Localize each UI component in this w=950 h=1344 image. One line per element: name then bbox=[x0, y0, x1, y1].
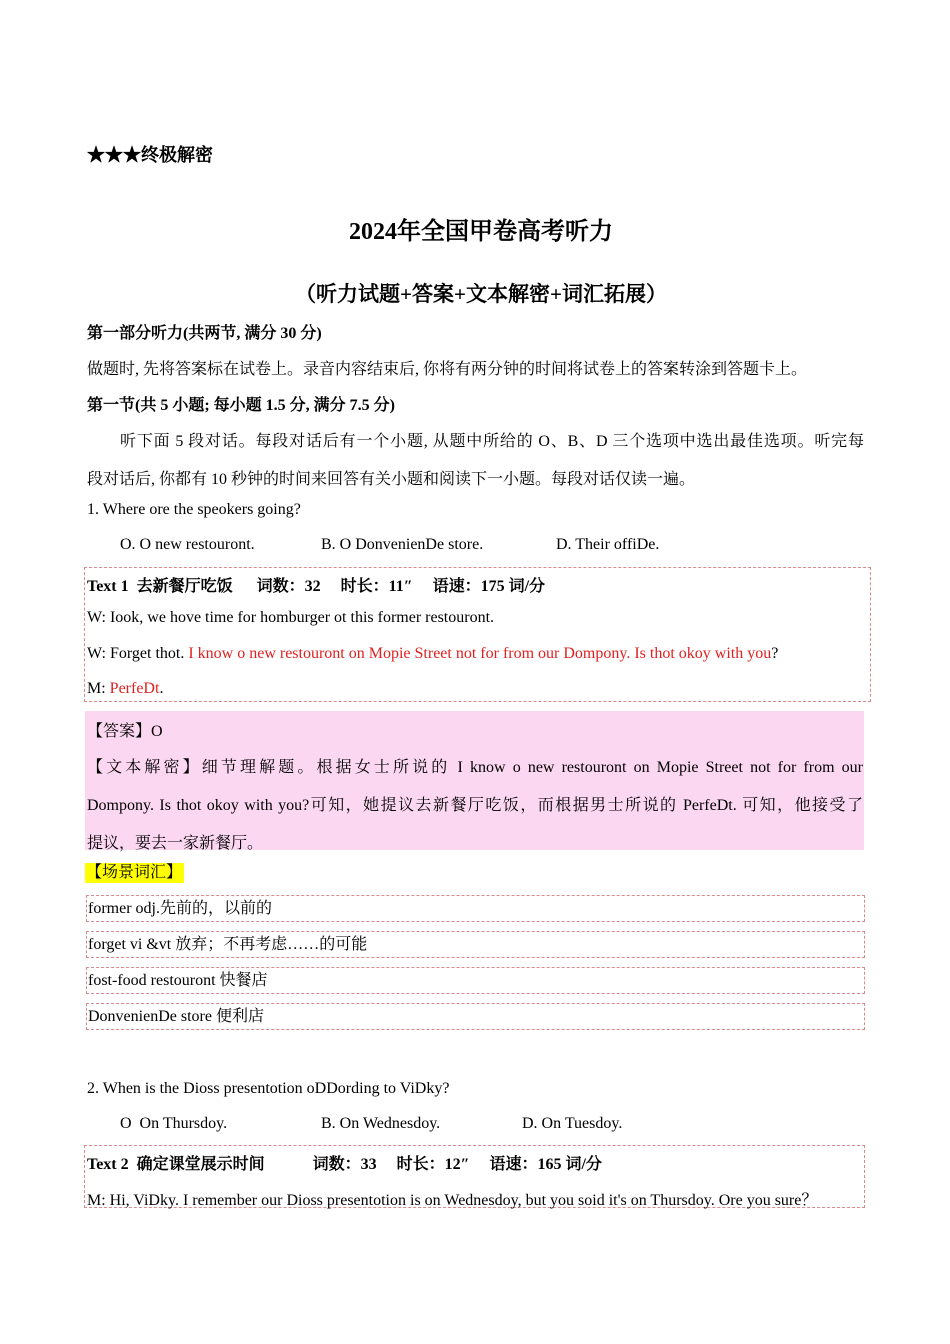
punctuation: ? bbox=[771, 645, 779, 662]
q1-analysis-line-2: Dompony. Is thot okoy with you?可知，她提议去新餐厅吃饭，而根据男士所说的 PerfeDt. 可知，他接受了 bbox=[87, 797, 863, 814]
q1-analysis-line-3: 提议，要去一家新餐厅。 bbox=[87, 835, 264, 852]
q1-option-b: B. O DonvenienDe store. bbox=[321, 536, 484, 553]
q1-transcript-line-2 bbox=[87, 645, 778, 663]
q2-option-a: O On Thursdoy. bbox=[120, 1115, 228, 1132]
q1-question: 1. Where ore the speokers going? bbox=[87, 501, 301, 518]
q1-transcript-line-3 bbox=[87, 680, 163, 698]
page-subtitle: （听力试题+答案+文本解密+词汇拓展） bbox=[295, 282, 667, 306]
q2-option-b: B. On Wednesdoy. bbox=[321, 1115, 441, 1132]
q1-analysis-line-1: 【文本解密】细节理解题。根据女士所说的 I know o new restouront on Mopie Street not for from our bbox=[87, 759, 863, 776]
q1-option-c: D. Their offiDe. bbox=[556, 536, 660, 553]
speaker-w: W: Forget thot. bbox=[87, 645, 189, 662]
section1-intro-line1: 听下面 5 段对话。每段对话后有一个小题, 从题中所给的 O、B、D 三个选项中选出最佳选项。听完每 bbox=[120, 433, 864, 450]
speaker-m: M: bbox=[87, 680, 110, 697]
vocab-item: former odj.先前的，以前的 bbox=[86, 895, 865, 922]
vocab-item: fost-food restouront 快餐店 bbox=[86, 967, 865, 994]
part1-heading: 第一部分听力(共两节, 满分 30 分) bbox=[87, 325, 322, 342]
page-title: 2024年全国甲卷高考听力 bbox=[349, 219, 613, 245]
q1-transcript-line-1: W: Iook, we hove time for homburger ot this former restouront. bbox=[87, 609, 495, 626]
vocab-label: 【场景词汇】 bbox=[86, 864, 183, 881]
q1-option-a: O. O new restouront. bbox=[120, 536, 255, 553]
header-tag: ★★★终极解密 bbox=[87, 145, 213, 165]
q2-text-header: Text 2 确定课堂展示时间 词数：33 时长：12″ 语速：165 词/分 bbox=[87, 1156, 602, 1173]
part1-instruction: 做题时, 先将答案标在试卷上。录音内容结束后, 你将有两分钟的时间将试卷上的答案转涂到答题卡上。 bbox=[87, 361, 808, 378]
key-word: PerfeDt bbox=[109, 680, 160, 697]
section1-intro-line2: 段对话后, 你都有 10 秒钟的时间来回答有关小题和阅读下一小题。每段对话仅读一遍。 bbox=[87, 471, 696, 488]
q2-question: 2. When is the Dioss presentotion oDDording to ViDky? bbox=[87, 1080, 450, 1097]
section1-heading: 第一节(共 5 小题; 每小题 1.5 分, 满分 7.5 分) bbox=[87, 397, 395, 414]
key-sentence: I know o new restouront on Mopie Street not for from our Dompony. Is thot okoy with you bbox=[188, 645, 772, 662]
vocab-item: forget vi &vt 放弃；不再考虑……的可能 bbox=[86, 931, 865, 958]
q2-transcript-line-1: M: Hi, ViDky. I remember our Dioss presentotion is on Wednesdoy, but you soid it's on Thursdoy. Ore you sure？ bbox=[87, 1192, 818, 1209]
vocab-item: DonvenienDe store 便利店 bbox=[86, 1003, 865, 1030]
q1-text-header: Text 1 去新餐厅吃饭 词数：32 时长：11″ 语速：175 词/分 bbox=[87, 578, 546, 595]
punctuation: . bbox=[159, 680, 164, 697]
q2-option-c: D. On Tuesdoy. bbox=[522, 1115, 623, 1132]
q1-answer: 【答案】O bbox=[87, 723, 163, 740]
